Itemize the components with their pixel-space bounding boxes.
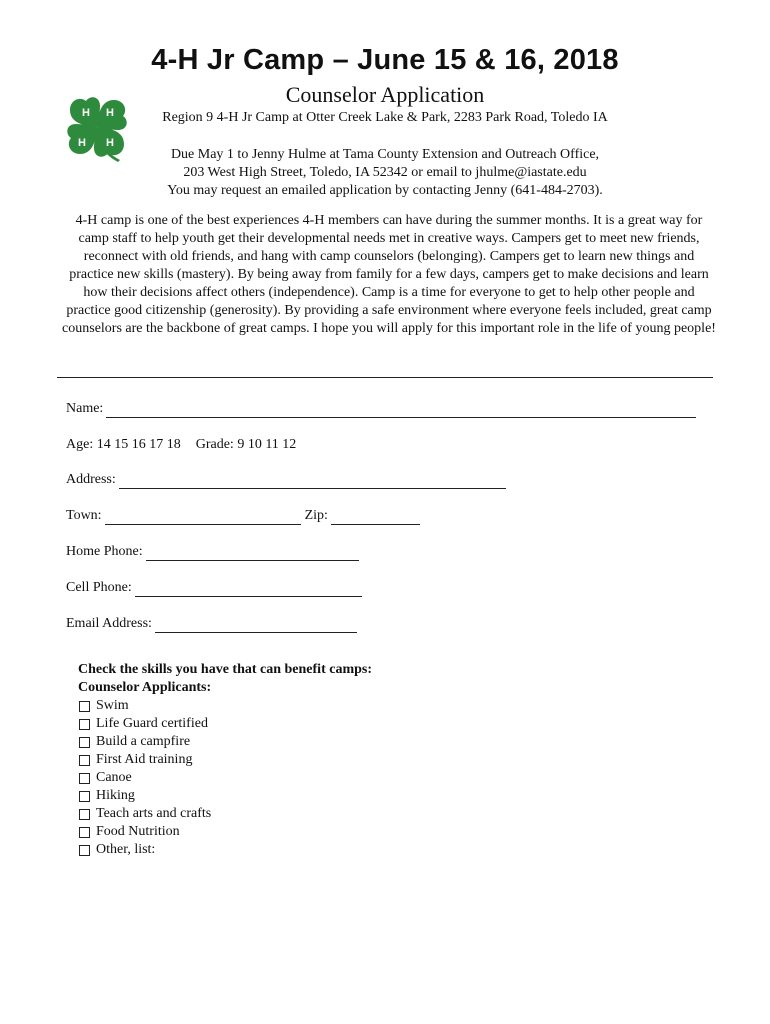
grade-options[interactable]: 9 10 11 12 [237,437,297,452]
email-row [66,615,357,633]
name-field[interactable] [106,403,696,418]
skill-label: Hiking [96,788,135,803]
skill-label: Food Nutrition [96,824,180,839]
skill-label: First Aid training [96,752,193,767]
due-line-1: Due May 1 to Jenny Hulme at Tama County Extension and Outreach Office, [170,147,600,162]
clover-h-4: H [78,137,86,149]
name-label: Name: [66,401,104,416]
town-field[interactable] [105,510,301,525]
skills-section [78,661,372,859]
home-phone-field[interactable] [146,546,359,561]
email-field[interactable] [155,618,357,633]
skill-label: Swim [96,698,129,713]
skill-label: Life Guard certified [96,716,208,731]
name-row [66,400,696,418]
intro-paragraph: 4-H camp is one of the best experiences 4-H members can have during the summer months. It is a great way for camp staff to help youth get their developmental needs met in creative ways. Campers get to meet new friends, reconnect with old friends, and hang with camp counselors (belonging). Campers get to learn new things and practice new skills (mastery). By being away from family for a few days, campers get to make decisions and learn how their decisions affect others (independence). Camp is a time for everyone to get to help other people and practice good citizenship (generosity). By providing a safe environment where everyone feels included, great camp counselors are the backbone of great camps. I hope you will apply for this important role in the life of young people! [62,213,716,336]
skill-item[interactable] [78,733,372,751]
checkbox[interactable] [79,755,90,766]
cell-phone-field[interactable] [135,582,362,597]
skills-subheading: Counselor Applicants: [78,680,212,695]
cell-phone-row [66,579,362,597]
skill-item[interactable] [78,823,372,841]
age-label: Age: [66,437,94,452]
skill-item[interactable] [78,841,372,859]
checkbox[interactable] [79,827,90,838]
location-line: Region 9 4-H Jr Camp at Otter Creek Lake & Park, 2283 Park Road, Toledo IA [162,110,608,125]
due-line-3: You may request an emailed application by contacting Jenny (641-484-2703). [167,183,603,198]
page-subtitle: Counselor Application [285,82,485,107]
checkbox[interactable] [79,809,90,820]
address-label: Address: [66,472,116,487]
age-options[interactable]: 14 15 16 17 18 [96,437,181,452]
checkbox[interactable] [79,737,90,748]
cell-phone-label: Cell Phone: [66,580,132,595]
town-label: Town: [66,508,102,523]
clover-h-2: H [106,107,114,119]
home-phone-row [66,543,359,561]
zip-label: Zip: [304,508,328,523]
address-row [66,471,506,489]
skills-heading: Check the skills you have that can benefit camps: [78,662,373,677]
home-phone-label: Home Phone: [66,544,143,559]
due-line-2: 203 West High Street, Toledo, IA 52342 or email to jhulme@iastate.edu [183,165,587,180]
checkbox[interactable] [79,845,90,856]
skill-item[interactable] [78,697,372,715]
checkbox[interactable] [79,701,90,712]
age-grade-row [66,436,296,454]
skill-item[interactable] [78,751,372,769]
skill-item[interactable] [78,787,372,805]
skill-item[interactable] [78,715,372,733]
page-title: 4-H Jr Camp – June 15 & 16, 2018 [151,44,619,76]
email-label: Email Address: [66,616,152,631]
checkbox[interactable] [79,773,90,784]
clover-h-3: H [106,137,114,149]
skill-item[interactable] [78,805,372,823]
skill-item[interactable] [78,769,372,787]
divider [57,377,713,378]
address-field[interactable] [119,474,506,489]
skill-label: Canoe [96,770,132,785]
clover-h-1: H [82,107,90,119]
grade-label: Grade: [195,437,234,452]
skill-label: Teach arts and crafts [96,806,212,821]
checkbox[interactable] [79,791,90,802]
zip-field[interactable] [331,510,420,525]
skill-label: Build a campfire [96,734,191,749]
checkbox[interactable] [79,719,90,730]
town-zip-row [66,507,420,525]
skill-label: Other, list: [96,842,156,857]
